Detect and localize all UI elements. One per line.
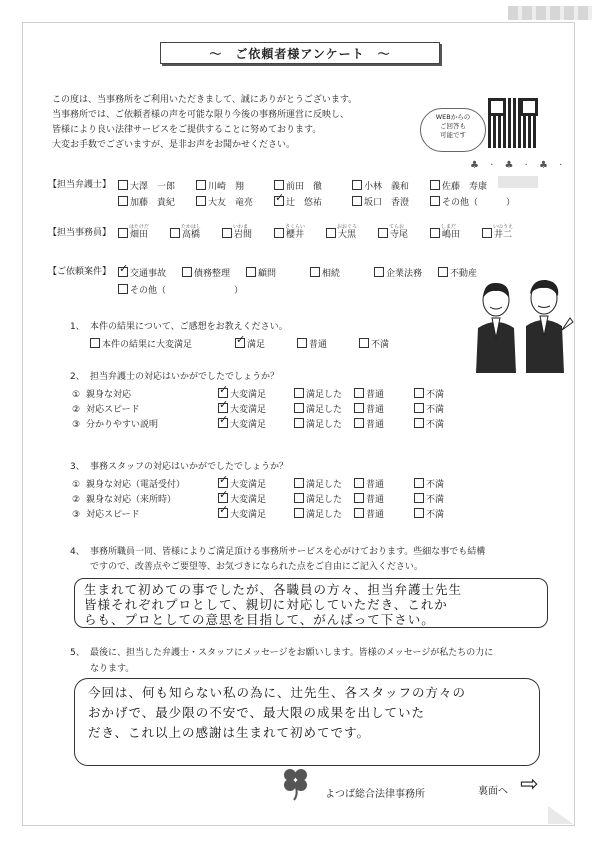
option-label: 大変満足 bbox=[230, 420, 267, 430]
option-label: 大友 竜亮 bbox=[208, 198, 254, 208]
blurred-name bbox=[498, 176, 538, 188]
next-arrow-icon[interactable]: ⇨ bbox=[520, 772, 539, 797]
staff-option[interactable] bbox=[378, 224, 430, 241]
q1-options bbox=[90, 338, 419, 351]
staff-row bbox=[118, 224, 558, 252]
row-number: ① bbox=[72, 390, 81, 400]
row-number: ① bbox=[72, 480, 81, 490]
option-label: 高橋 bbox=[182, 230, 201, 240]
option-label: 企業法務 bbox=[386, 269, 423, 279]
staff-ruby: いのうえ bbox=[493, 224, 514, 230]
clover-dots-decoration: ♣ · ♣ · ♣ · bbox=[470, 160, 567, 171]
checkbox[interactable] bbox=[90, 338, 100, 348]
survey-title: ～ ご依頼者様アンケート ～ bbox=[160, 42, 440, 64]
checkbox[interactable] bbox=[294, 478, 304, 488]
option-label: 大変満足 bbox=[230, 390, 267, 400]
staff-option[interactable] bbox=[274, 224, 326, 241]
checkbox[interactable] bbox=[274, 228, 284, 238]
checkbox[interactable] bbox=[430, 180, 440, 190]
row-label: 対応スピード bbox=[86, 510, 140, 520]
rating-option[interactable] bbox=[414, 508, 464, 521]
q4-answer-line: らも、プロとしての意思を目指して、がんばって下さい。 bbox=[84, 612, 435, 627]
row-label: 親身な対応 bbox=[86, 390, 132, 400]
option-label: 相続 bbox=[322, 269, 341, 279]
checkbox[interactable] bbox=[218, 418, 228, 428]
q1-number: 1、 bbox=[70, 322, 85, 332]
lawyer-row bbox=[118, 180, 508, 193]
staff-option[interactable] bbox=[326, 224, 378, 241]
staff-option[interactable] bbox=[482, 224, 534, 241]
option-label: 不満 bbox=[426, 495, 445, 505]
checkbox[interactable] bbox=[274, 180, 284, 190]
rating-option[interactable] bbox=[218, 508, 294, 521]
case-option[interactable] bbox=[374, 267, 438, 280]
bubble-line: ご回答も bbox=[440, 122, 466, 130]
option-label: 大黒 bbox=[338, 230, 357, 240]
case-row bbox=[118, 284, 243, 297]
option-label: 井二 bbox=[494, 230, 513, 240]
q1-text: 本件の結果について、ご感想をお教えください。 bbox=[90, 322, 288, 332]
checkbox[interactable] bbox=[196, 196, 206, 206]
staff-ruby: しまだ bbox=[441, 224, 457, 230]
lawyer-option[interactable] bbox=[274, 196, 352, 209]
checkbox[interactable] bbox=[118, 196, 128, 206]
checkbox[interactable] bbox=[352, 180, 362, 190]
rating-row bbox=[72, 403, 492, 418]
lawyer-option[interactable] bbox=[274, 180, 352, 193]
rating-option[interactable] bbox=[218, 418, 294, 431]
staff-option[interactable] bbox=[170, 224, 222, 241]
rating-row bbox=[72, 508, 492, 523]
other-close: ） bbox=[234, 286, 244, 296]
checkbox[interactable] bbox=[354, 403, 364, 413]
intro-line: この度は、当事務所をご利用いただきまして、誠にありがとうございます。 bbox=[52, 95, 358, 105]
option-label: 満足した bbox=[306, 420, 343, 430]
rating-option[interactable] bbox=[294, 493, 354, 506]
checkbox[interactable] bbox=[118, 180, 128, 190]
checkbox[interactable] bbox=[352, 196, 362, 206]
checkbox[interactable] bbox=[294, 403, 304, 413]
q2-rows bbox=[72, 388, 492, 433]
option-label: 普通 bbox=[366, 495, 385, 505]
intro-line: 大変お手数でございますが、是非お声をお聞かせください。 bbox=[52, 140, 296, 150]
rating-option[interactable] bbox=[218, 478, 294, 491]
qr-code-icon[interactable] bbox=[488, 98, 538, 148]
checkbox[interactable] bbox=[118, 284, 128, 294]
rating-option[interactable] bbox=[294, 508, 354, 521]
q4-answer-line: 生まれて初めての事でしたが、各職員の方々、担当弁護士先生 bbox=[84, 582, 463, 597]
lawyer-option[interactable] bbox=[118, 196, 196, 209]
lawyer-option[interactable] bbox=[352, 196, 430, 209]
q2-number: 2、 bbox=[70, 372, 85, 382]
option-label: 普通 bbox=[366, 510, 385, 520]
option-label: 不満 bbox=[426, 390, 445, 400]
lawyer-option[interactable] bbox=[352, 180, 430, 193]
checkbox[interactable] bbox=[118, 228, 128, 238]
staff-ruby: たかはし bbox=[181, 224, 202, 230]
q5-answer-line: 今回は、何も知らない私の為に、辻先生、各スタッフの方々の bbox=[88, 685, 467, 700]
checkbox[interactable] bbox=[374, 267, 384, 277]
intro-line: 当事務所では、ご依頼者様の声を可能な限り今後の事務所運営に反映し、 bbox=[52, 110, 350, 120]
option-label: 不満 bbox=[426, 405, 445, 415]
case-option[interactable] bbox=[118, 267, 182, 280]
option-label: 小林 義和 bbox=[364, 182, 410, 192]
option-label: 辻 悠祐 bbox=[286, 198, 323, 208]
row-number: ③ bbox=[72, 420, 81, 430]
q4-text: 事務所職員一同、皆様によりご満足頂ける事務所サービスを心がけております。些細な事でも結構 bbox=[90, 547, 486, 557]
checkbox[interactable] bbox=[378, 228, 388, 238]
rating-option[interactable] bbox=[354, 403, 414, 416]
q4-text: ですので、改善点やご要望等、お気づきになられた点をご自由にご記入ください。 bbox=[90, 562, 423, 572]
staff-ruby: てらお bbox=[389, 224, 405, 230]
checkbox[interactable] bbox=[218, 403, 228, 413]
lawyer-row bbox=[118, 196, 515, 209]
rating-option[interactable] bbox=[354, 493, 414, 506]
q5-answer-line: だき、これ以上の感謝は生まれて初めてです。 bbox=[88, 725, 371, 740]
checkbox[interactable] bbox=[430, 196, 440, 206]
checkbox[interactable] bbox=[414, 493, 424, 503]
checkbox[interactable] bbox=[118, 267, 128, 277]
lawyer-figure-right bbox=[526, 280, 573, 373]
staff-ruby: はたけだ bbox=[129, 224, 150, 230]
checkbox[interactable] bbox=[222, 228, 232, 238]
blurred-stamp bbox=[508, 6, 592, 20]
rating-option[interactable] bbox=[354, 418, 414, 431]
lawyer-option[interactable] bbox=[430, 196, 479, 209]
lawyer-figure-left bbox=[476, 283, 516, 373]
q5-text: なります。 bbox=[90, 664, 135, 674]
q1-option[interactable] bbox=[359, 338, 419, 351]
checkbox[interactable] bbox=[297, 338, 307, 348]
checkbox[interactable] bbox=[354, 478, 364, 488]
checkbox[interactable] bbox=[438, 267, 448, 277]
option-label: 不満 bbox=[426, 420, 445, 430]
q3-text: 事務スタッフの対応はいかがでしたでしょうか？ bbox=[90, 462, 289, 472]
q5-number: 5、 bbox=[70, 648, 85, 658]
q2-text: 担当弁護士の対応はいかがでしたでしょうか？ bbox=[90, 372, 280, 382]
option-label: 不動産 bbox=[450, 269, 478, 279]
case-option[interactable] bbox=[118, 284, 167, 297]
staff-label: 【担当事務員】 bbox=[48, 228, 112, 238]
option-label: 本件の結果に大変満足 bbox=[102, 340, 193, 350]
case-label: 【ご依頼案件】 bbox=[48, 267, 112, 277]
option-label: 不満 bbox=[426, 510, 445, 520]
q5-text: 最後に、担当した弁護士・スタッフにメッセージをお願いします。皆様のメッセージが私たちの力に bbox=[90, 648, 494, 658]
rating-option[interactable] bbox=[354, 508, 414, 521]
checkbox[interactable] bbox=[218, 478, 228, 488]
checkbox[interactable] bbox=[294, 493, 304, 503]
checkbox[interactable] bbox=[294, 418, 304, 428]
case-row bbox=[118, 267, 502, 280]
checkbox[interactable] bbox=[414, 403, 424, 413]
option-label: 普通 bbox=[366, 420, 385, 430]
option-label: 佐藤 寿康 bbox=[442, 182, 488, 192]
row-number: ② bbox=[72, 405, 81, 415]
checkbox[interactable] bbox=[218, 493, 228, 503]
web-answer-bubble bbox=[420, 108, 486, 152]
option-label: 大変満足 bbox=[230, 405, 267, 415]
checkbox[interactable] bbox=[246, 267, 256, 277]
staff-ruby: おおぐろ bbox=[337, 224, 358, 230]
option-label: 寺尾 bbox=[390, 230, 409, 240]
bubble-line: WEBからの bbox=[435, 113, 471, 121]
row-label: 親身な対応（電話受付） bbox=[86, 480, 186, 490]
q1-option[interactable] bbox=[235, 338, 297, 351]
rating-option[interactable] bbox=[294, 403, 354, 416]
checkbox[interactable] bbox=[235, 338, 245, 348]
rating-option[interactable] bbox=[294, 388, 354, 401]
rating-row bbox=[72, 478, 492, 493]
q1-option[interactable] bbox=[90, 338, 235, 351]
rating-option[interactable] bbox=[354, 478, 414, 491]
rating-option[interactable] bbox=[414, 388, 464, 401]
checkbox[interactable] bbox=[294, 388, 304, 398]
staff-ruby: さくらい bbox=[285, 224, 306, 230]
other-close: ） bbox=[506, 198, 516, 208]
q4-number: 4、 bbox=[70, 547, 85, 557]
checkbox[interactable] bbox=[414, 388, 424, 398]
case-option[interactable] bbox=[246, 267, 310, 280]
option-label: その他（ bbox=[442, 198, 479, 208]
rating-option[interactable] bbox=[294, 478, 354, 491]
bubble-line: 可能です bbox=[440, 131, 466, 139]
lawyer-label: 【担当弁護士】 bbox=[48, 180, 112, 190]
rating-option[interactable] bbox=[218, 388, 294, 401]
rating-row bbox=[72, 418, 492, 433]
lawyers-illustration bbox=[466, 278, 576, 373]
checkbox[interactable] bbox=[359, 338, 369, 348]
option-label: 満足した bbox=[306, 510, 343, 520]
checkbox[interactable] bbox=[414, 418, 424, 428]
rating-option[interactable] bbox=[218, 493, 294, 506]
checkbox[interactable] bbox=[218, 508, 228, 518]
row-number: ③ bbox=[72, 510, 81, 520]
option-label: 債務整理 bbox=[194, 269, 231, 279]
option-label: 普通 bbox=[366, 480, 385, 490]
rating-option[interactable] bbox=[414, 493, 464, 506]
checkbox[interactable] bbox=[326, 228, 336, 238]
checkbox[interactable] bbox=[354, 418, 364, 428]
staff-option[interactable] bbox=[118, 224, 170, 241]
rating-option[interactable] bbox=[414, 418, 464, 431]
option-label: 交通事故 bbox=[130, 269, 167, 279]
option-label: 普通 bbox=[366, 390, 385, 400]
option-label: 櫻井 bbox=[286, 230, 305, 240]
q4-answer-line: 皆様それぞれプロとして、親切に対応していただき、これか bbox=[84, 597, 448, 612]
option-label: その他（ bbox=[130, 286, 167, 296]
firm-name: よつば総合法律事務所 bbox=[325, 789, 425, 800]
rating-option[interactable] bbox=[414, 478, 464, 491]
q3-rows bbox=[72, 478, 492, 523]
checkbox[interactable] bbox=[354, 493, 364, 503]
option-label: 嶋田 bbox=[442, 230, 461, 240]
staff-option[interactable] bbox=[430, 224, 482, 241]
staff-ruby: いわま bbox=[233, 224, 249, 230]
lawyer-option[interactable] bbox=[196, 180, 274, 193]
lawyer-option[interactable] bbox=[430, 180, 508, 193]
checkbox[interactable] bbox=[414, 508, 424, 518]
rating-option[interactable] bbox=[218, 403, 294, 416]
next-page-label[interactable]: 裏面へ bbox=[478, 786, 508, 797]
intro-line: 皆様により良い法律サービスをご提供することに努めております。 bbox=[52, 125, 322, 135]
option-label: 普通 bbox=[309, 340, 328, 350]
checkbox[interactable] bbox=[294, 508, 304, 518]
rating-row bbox=[72, 493, 492, 508]
checkbox[interactable] bbox=[354, 508, 364, 518]
checkbox[interactable] bbox=[354, 388, 364, 398]
option-label: 満足した bbox=[306, 405, 343, 415]
checkbox[interactable] bbox=[482, 228, 492, 238]
checkbox[interactable] bbox=[310, 267, 320, 277]
option-label: 満足 bbox=[247, 340, 266, 350]
row-label: 親身な対応（来所時） bbox=[86, 495, 177, 505]
lawyer-option[interactable] bbox=[196, 196, 274, 209]
case-option[interactable] bbox=[182, 267, 246, 280]
option-label: 満足した bbox=[306, 495, 343, 505]
option-label: 川崎 翔 bbox=[208, 182, 245, 192]
row-label: 分かりやすい説明 bbox=[86, 420, 159, 430]
checkbox[interactable] bbox=[196, 180, 206, 190]
checkbox[interactable] bbox=[170, 228, 180, 238]
option-label: 前田 徹 bbox=[286, 182, 323, 192]
option-label: 顧問 bbox=[258, 269, 277, 279]
case-option[interactable] bbox=[310, 267, 374, 280]
page-curl bbox=[548, 806, 573, 824]
option-label: 満足した bbox=[306, 390, 343, 400]
checkbox[interactable] bbox=[274, 196, 284, 206]
checkbox[interactable] bbox=[218, 388, 228, 398]
staff-option[interactable] bbox=[222, 224, 274, 241]
option-label: 加藤 貴紀 bbox=[130, 198, 176, 208]
option-label: 大変満足 bbox=[230, 480, 267, 490]
lawyer-option[interactable] bbox=[118, 180, 196, 193]
row-label: 対応スピード bbox=[86, 405, 140, 415]
q5-answer-line: おかげで、最少限の不安で、最大限の成果を出していた bbox=[88, 705, 426, 720]
row-number: ② bbox=[72, 495, 81, 505]
option-label: 畑田 bbox=[130, 230, 149, 240]
checkbox[interactable] bbox=[182, 267, 192, 277]
option-label: 不満 bbox=[371, 340, 390, 350]
option-label: 坂口 香澄 bbox=[364, 198, 410, 208]
option-label: 満足した bbox=[306, 480, 343, 490]
option-label: 普通 bbox=[366, 405, 385, 415]
q3-number: 3、 bbox=[70, 462, 85, 472]
checkbox[interactable] bbox=[414, 478, 424, 488]
rating-option[interactable] bbox=[294, 418, 354, 431]
option-label: 大澤 一郎 bbox=[130, 182, 176, 192]
option-label: 不満 bbox=[426, 480, 445, 490]
clover-logo-icon bbox=[280, 765, 312, 801]
rating-option[interactable] bbox=[414, 403, 464, 416]
q1-option[interactable] bbox=[297, 338, 359, 351]
rating-row bbox=[72, 388, 492, 403]
option-label: 大変満足 bbox=[230, 510, 267, 520]
rating-option[interactable] bbox=[354, 388, 414, 401]
checkbox[interactable] bbox=[430, 228, 440, 238]
option-label: 岩間 bbox=[234, 230, 253, 240]
option-label: 大変満足 bbox=[230, 495, 267, 505]
